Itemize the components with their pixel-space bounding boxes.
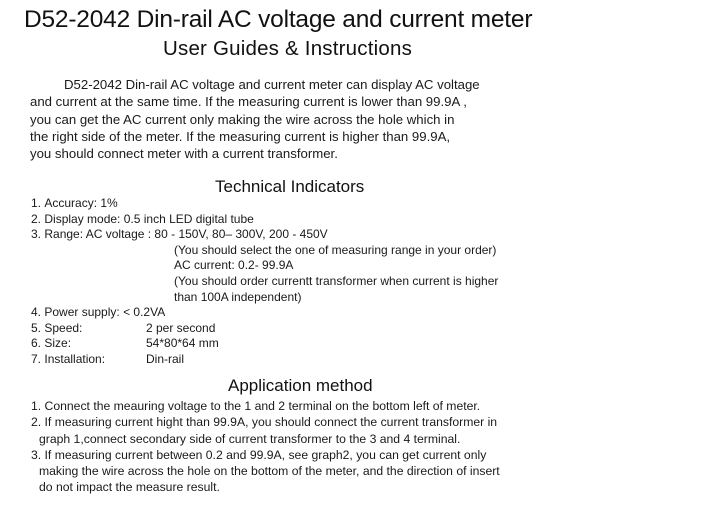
list-item xyxy=(31,212,711,228)
intro-line: the right side of the meter. If the measuring current is higher than 99.9A, xyxy=(30,128,451,144)
list-item-continuation: making the wire across the hole on the bottom of the meter, and the direction of insert xyxy=(39,464,500,479)
list-item: 3. If measuring current between 0.2 and 99.9A, see graph2, you can get current only xyxy=(31,447,487,462)
page-subtitle: User Guides & Instructions xyxy=(163,37,413,60)
intro-line: D52-2042 Din-rail AC voltage and current meter can display AC voltage xyxy=(64,77,480,92)
list-item xyxy=(31,352,711,368)
list-item xyxy=(31,321,711,337)
item-label: Accuracy: 1% xyxy=(44,196,118,210)
list-item xyxy=(31,305,711,321)
list-item-continuation: graph 1,connect secondary side of current transformer to the 3 and 4 terminal. xyxy=(39,431,461,446)
item-number: 4. xyxy=(31,305,42,320)
range-note: (You should select the one of measuring range in your order) xyxy=(174,242,497,257)
intro-line: and current at the same time. If the measuring current is lower than 99.9A , xyxy=(30,94,467,110)
item-label: Power supply: < 0.2VA xyxy=(44,305,166,320)
page-title: D52-2042 Din-rail AC voltage and current meter xyxy=(24,6,533,33)
item-value: 2 per second xyxy=(146,320,216,335)
item-number: 6. xyxy=(31,336,42,351)
application-method-heading: Application method xyxy=(228,376,373,395)
list-item xyxy=(31,336,711,352)
item-number: 7. xyxy=(31,351,42,366)
item-value: Din-rail xyxy=(146,351,185,366)
list-item: 2. If measuring current hight than 99.9A, you should connect the current transformer in xyxy=(31,415,498,430)
item-label: Size: xyxy=(44,336,72,351)
item-number: 3. xyxy=(31,227,42,242)
intro-line: you can get the AC current only making the wire across the hole which in xyxy=(30,111,455,127)
range-note: AC current: 0.2- 99.9A xyxy=(174,258,294,273)
intro-line: you should connect meter with a current transformer. xyxy=(30,146,338,162)
intro-paragraph xyxy=(30,76,710,162)
item-label: Range: AC voltage : 80 - 150V, 80– 300V, 200 - 450V xyxy=(44,227,328,242)
list-item xyxy=(31,196,711,212)
technical-indicators-list xyxy=(31,196,711,368)
application-method-list xyxy=(31,398,711,496)
range-note: than 100A independent) xyxy=(174,289,302,304)
item-number: 1. xyxy=(31,196,42,210)
item-number: 2. xyxy=(31,211,42,226)
item-label: Installation: xyxy=(44,351,106,366)
technical-indicators-heading: Technical Indicators xyxy=(215,177,365,196)
list-item xyxy=(31,227,711,243)
item-value: 54*80*64 mm xyxy=(146,336,219,351)
list-item: 1. Connect the meauring voltage to the 1 and 2 terminal on the bottom left of meter. xyxy=(31,399,481,413)
range-note: (You should order currentt transformer when current is higher xyxy=(174,273,499,288)
item-number: 5. xyxy=(31,320,42,335)
item-label: Display mode: 0.5 inch LED digital tube xyxy=(44,211,254,226)
list-item-continuation: do not impact the measure result. xyxy=(39,480,220,495)
item-label: Speed: xyxy=(44,320,83,335)
